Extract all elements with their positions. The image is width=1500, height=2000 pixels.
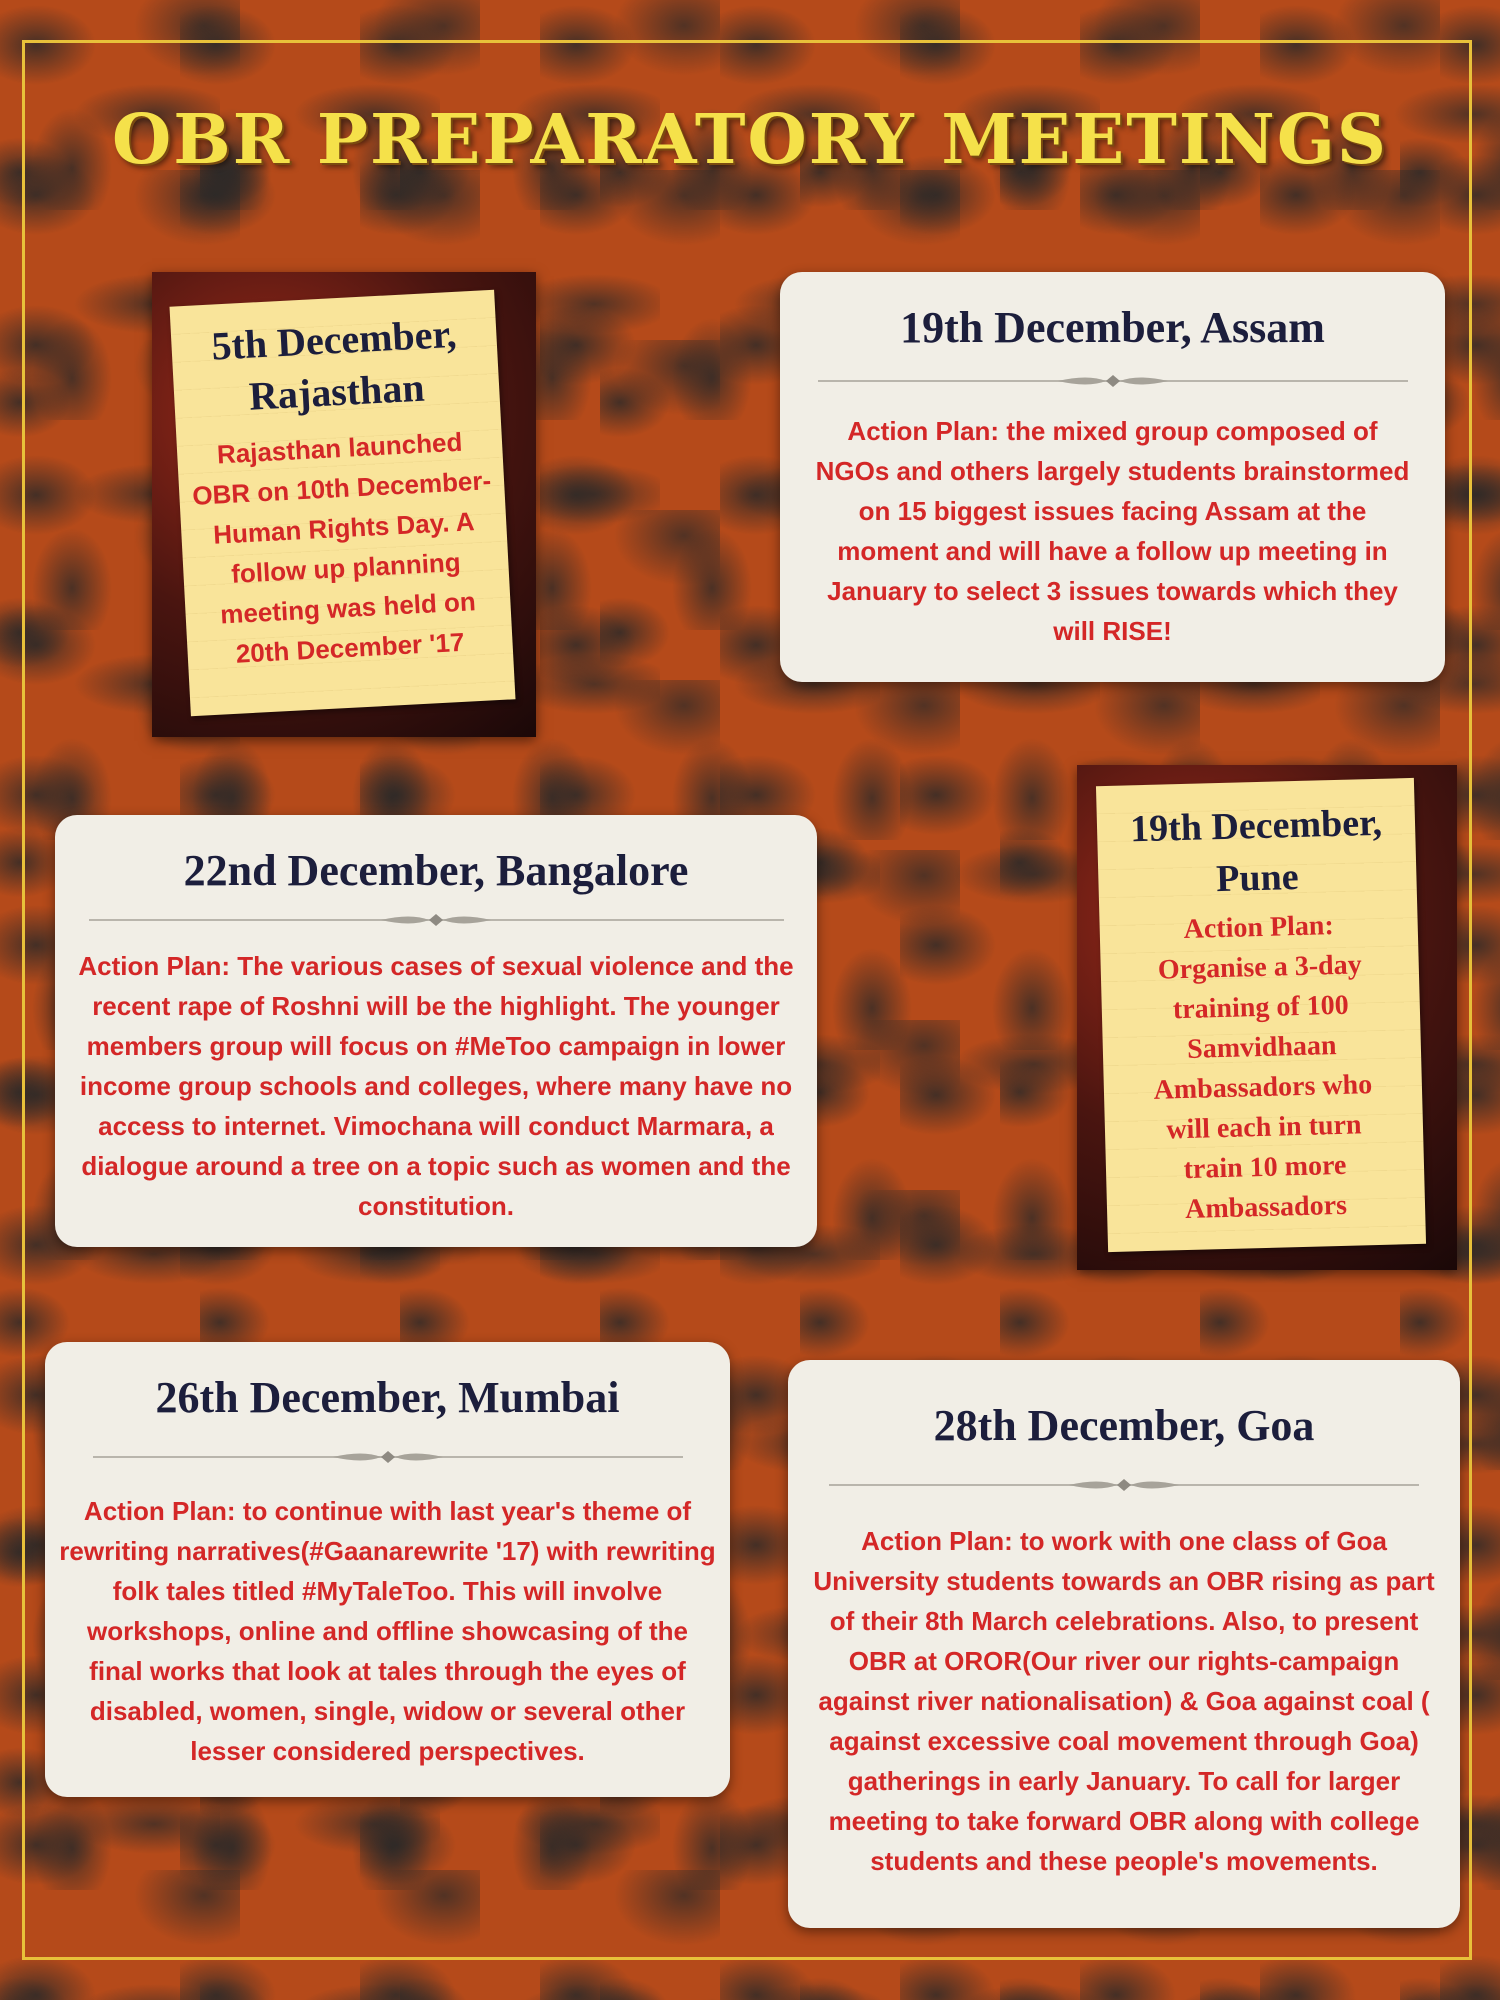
divider [829, 1475, 1419, 1495]
pune-body: Action Plan: Organise a 3-day training of 100 Samvidhaan Ambassadors who will each in turn train 10 more Ambassadors [1153, 910, 1373, 1226]
pune-heading: 19th December, Pune [1129, 801, 1383, 901]
ornament-divider-icon [1058, 374, 1168, 388]
rajasthan-body: Rajasthan launched OBR on 10th December- Human Rights Day. A follow up planning meeting was held on 20th December '17 [191, 426, 492, 669]
goa-card [788, 1360, 1460, 1928]
assam-card [780, 272, 1445, 682]
bangalore-body: Action Plan: The various cases of sexual violence and the recent rape of Roshni will be the highlight. The younger members group will focus on #MeToo campaign in lower income group schools and colleges, where many have no access to internet. Vimochana will conduct Marmara, a dialogue around a tree on a topic such as women and the constitution. [78, 951, 794, 1221]
mumbai-heading: 26th December, Mumbai [155, 1373, 620, 1422]
assam-body: Action Plan: the mixed group composed of NGOs and others largely students brainstormed on 15 biggest issues facing Assam at the moment and will have a follow up meeting in January to select 3 issues towards which they will RISE! [815, 416, 1410, 646]
divider [818, 371, 1408, 391]
page-title: OBR PREPARATORY MEETINGS [111, 100, 1389, 180]
mumbai-card [45, 1342, 730, 1797]
divider [89, 910, 784, 930]
assam-heading: 19th December, Assam [900, 303, 1325, 352]
rajasthan-note [169, 290, 515, 716]
divider [93, 1447, 683, 1467]
ornament-divider-icon [333, 1450, 443, 1464]
ornament-divider-icon [1069, 1478, 1179, 1492]
bangalore-heading: 22nd December, Bangalore [183, 846, 689, 895]
rajasthan-heading: 5th December, Rajasthan [210, 310, 458, 419]
ornament-divider-icon [381, 913, 491, 927]
mumbai-body: Action Plan: to continue with last year's theme of rewriting narratives(#Gaanarewrite '17) with rewriting folk tales titled #MyTaleToo. This will involve workshops, online and offline showcasing of the final works that look at tales through the eyes of disabled, women, single, widow or several other lesser considered perspectives. [59, 1496, 716, 1766]
bangalore-card [55, 815, 817, 1247]
goa-body: Action Plan: to work with one class of Goa University students towards an OBR rising as part of their 8th March celebrations. Also, to present OBR at OROR(Our river our rights-campaign against river nationalisation) & Goa against coal ( against excessive coal movement through Goa) gatherings in early January. To call for larger meeting to take forward OBR along with college students and these people's movements. [813, 1526, 1435, 1876]
pune-note [1096, 778, 1426, 1252]
goa-heading: 28th December, Goa [933, 1401, 1315, 1450]
